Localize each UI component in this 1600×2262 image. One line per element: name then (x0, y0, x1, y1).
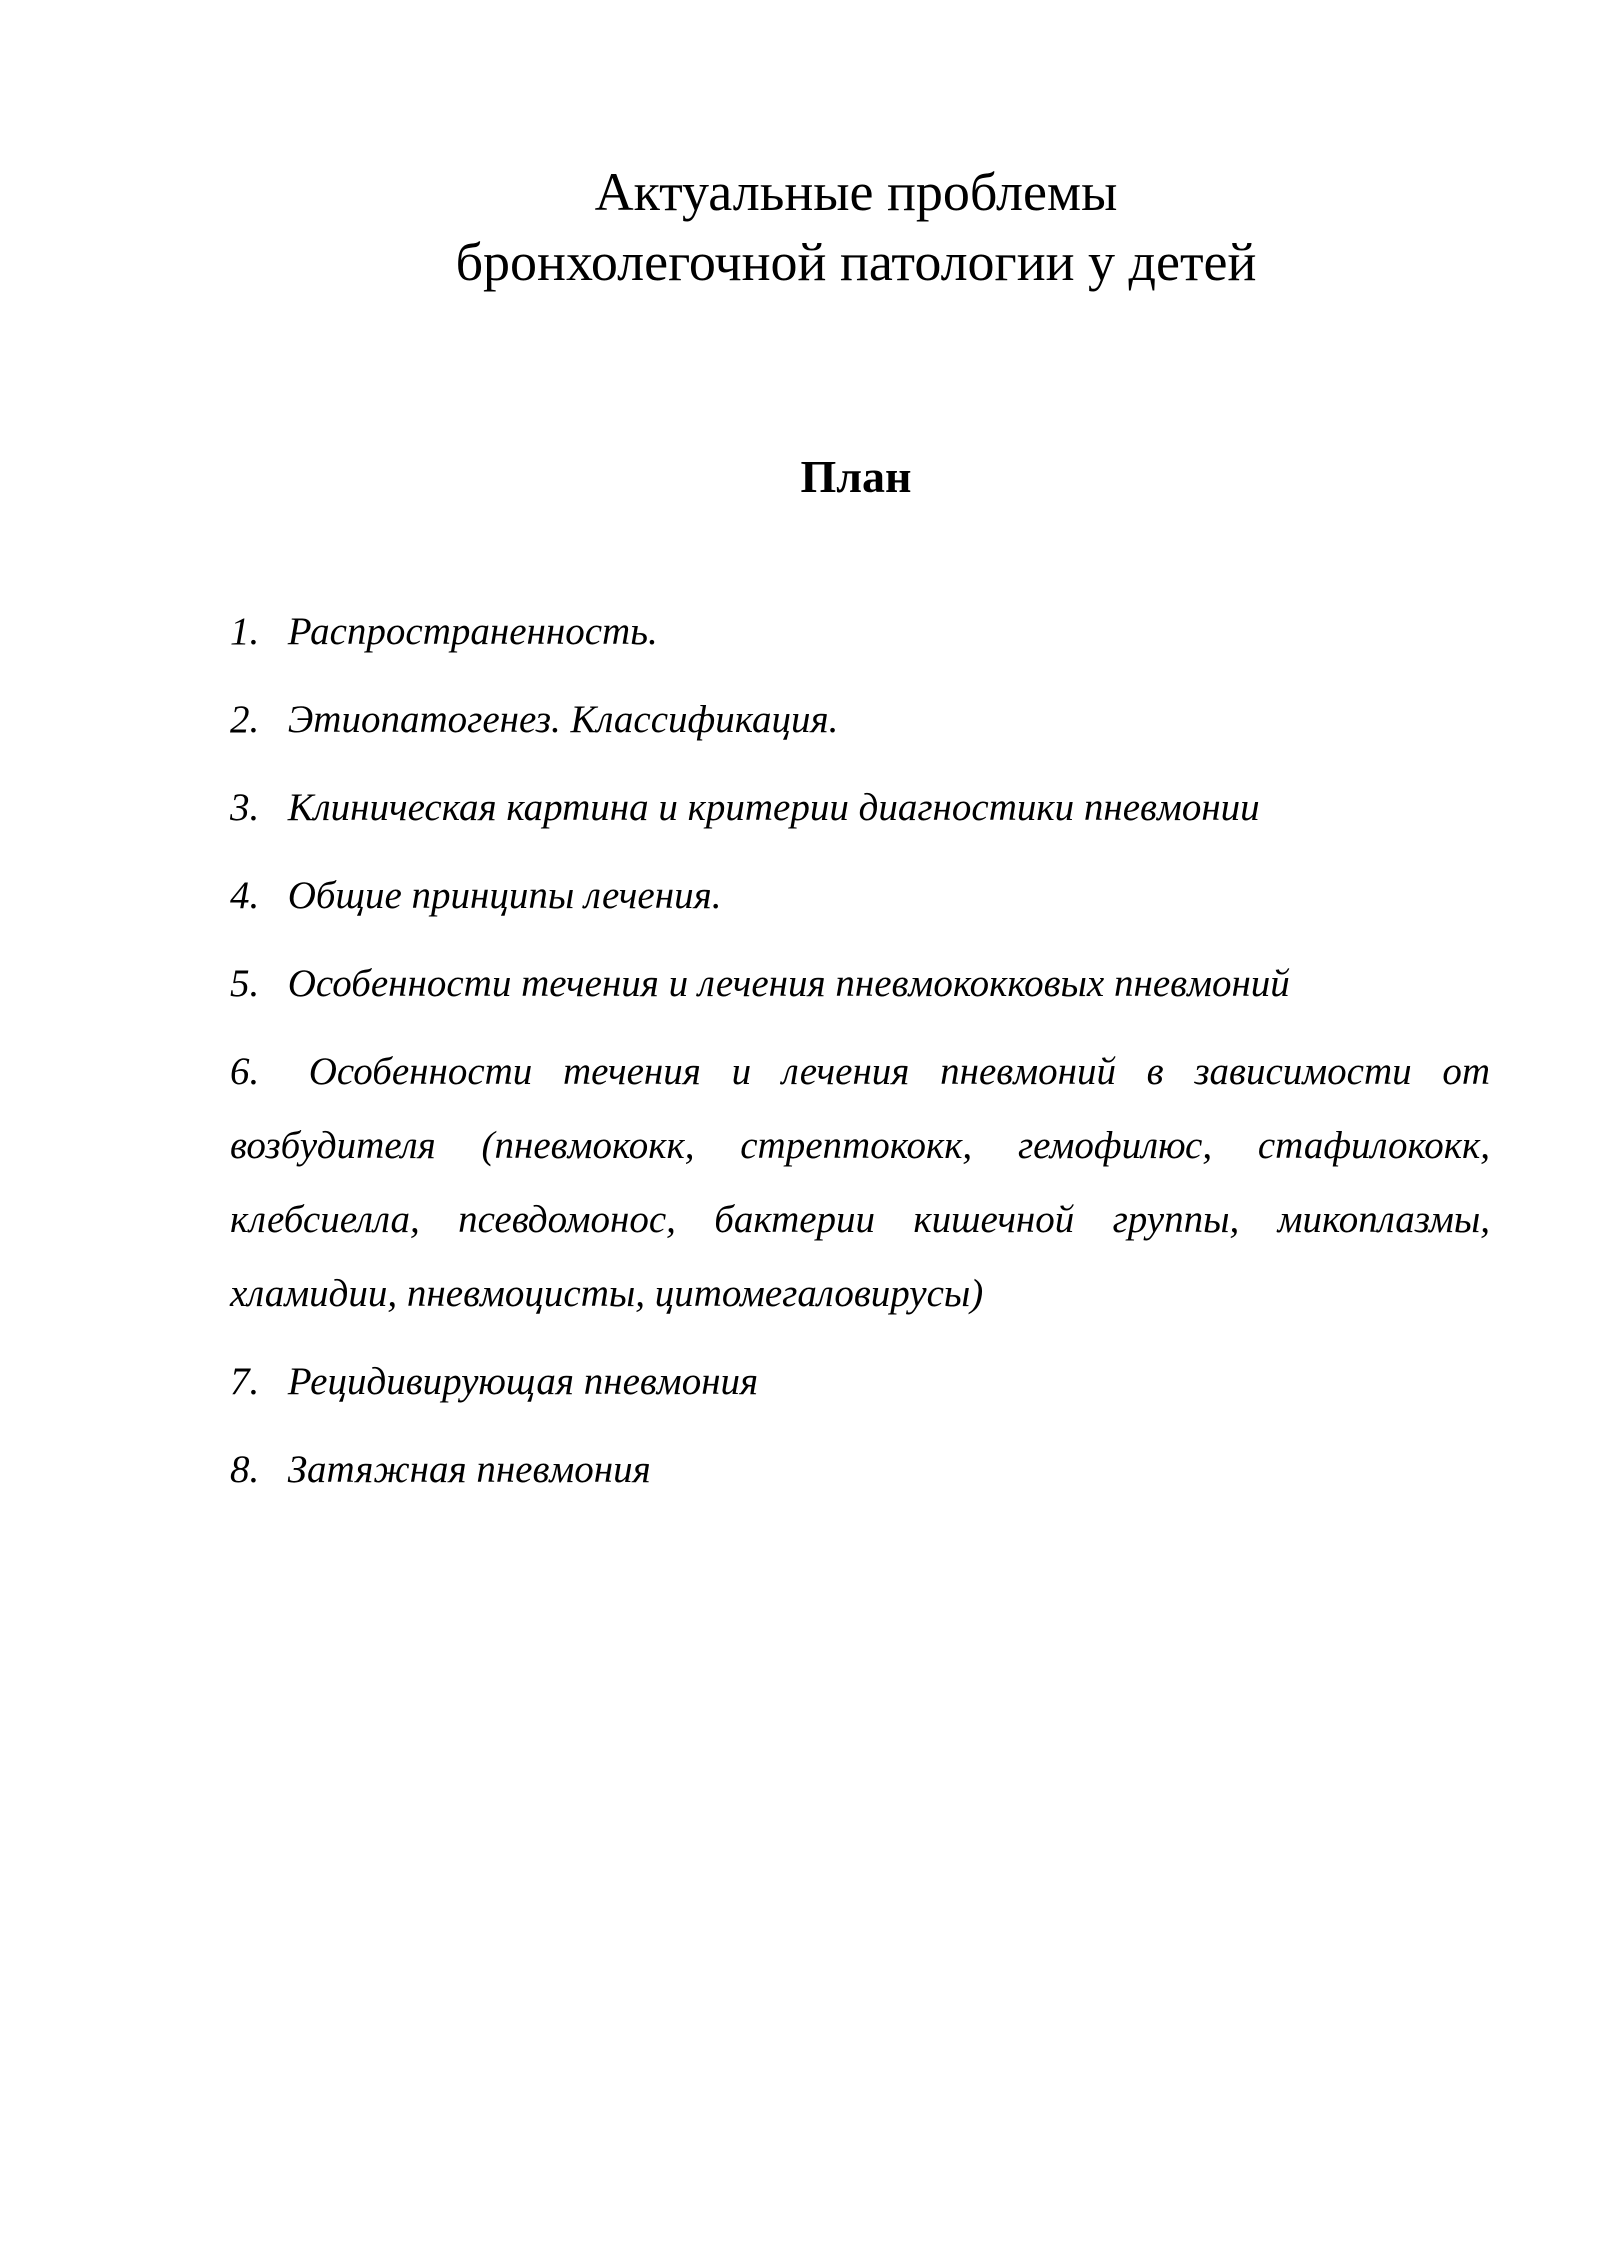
document-title (0, 157, 1600, 297)
plan-item-number: 1. (230, 610, 260, 653)
plan-item-4 (230, 859, 1490, 933)
plan-item-8 (230, 1433, 1490, 1507)
plan-item-text: Распространенность. (287, 610, 658, 653)
plan-item-number: 6. (230, 1050, 260, 1093)
plan-item-number: 7. (230, 1360, 260, 1403)
plan-heading: План (800, 451, 912, 502)
title-line-2: бронхолегочной патологии у детей (455, 232, 1257, 292)
plan-item-text: Рецидивирующая пневмония (287, 1360, 759, 1403)
plan-item-number: 8. (230, 1448, 260, 1491)
plan-item-text: Особенности течения и лечения пневмококковых пневмоний (287, 962, 1290, 1005)
plan-item-6 (230, 1035, 1490, 1331)
plan-item-number: 4. (230, 874, 260, 917)
plan-item-3 (230, 771, 1490, 845)
plan-item-5 (230, 947, 1490, 1021)
plan-item-text: Этиопатогенез. Классификация. (287, 698, 839, 741)
plan-item-text: Особенности течения и лечения пневмоний в зависимости от возбудителя (пневмококк, стрептококк, гемофилюс, стафилококк, клебсиелла, псевдомонос, бактерии кишечной группы, микоплазмы, хламидии, пневмоцисты, цитомегаловирусы) (230, 1050, 1491, 1315)
plan-item-number: 3. (230, 786, 260, 829)
plan-item-number: 5. (230, 962, 260, 1005)
plan-item-text: Клиническая картина и критерии диагностики пневмонии (287, 786, 1260, 829)
plan-item-text: Общие принципы лечения. (287, 874, 722, 917)
plan-item-number: 2. (230, 698, 260, 741)
title-line-1: Актуальные проблемы (594, 162, 1118, 222)
plan-item-2 (230, 683, 1490, 757)
plan-list (230, 595, 1490, 1521)
plan-item-text: Затяжная пневмония (287, 1448, 651, 1491)
plan-item-1 (230, 595, 1490, 669)
plan-item-7 (230, 1345, 1490, 1419)
